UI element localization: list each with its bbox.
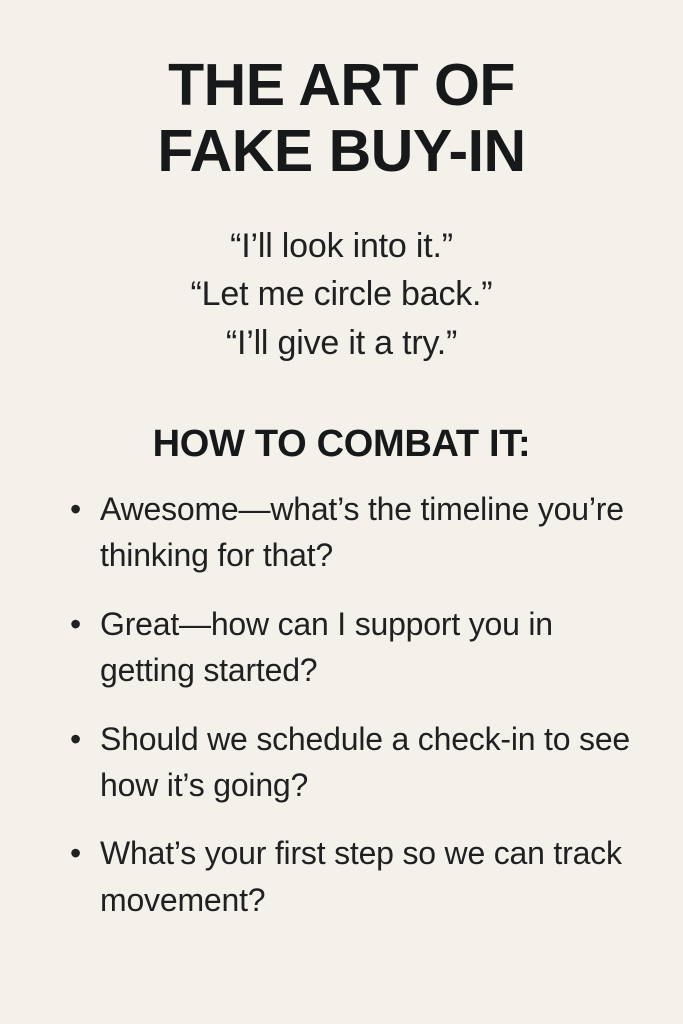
list-item bbox=[66, 601, 631, 694]
quote-item: “Let me circle back.” bbox=[190, 275, 493, 314]
list-item-label: What’s your first step so we can track movement? bbox=[100, 835, 622, 918]
bullet-dot-icon: • bbox=[70, 835, 82, 872]
bullet-dot-icon: • bbox=[70, 490, 82, 527]
bullet-dot-icon: • bbox=[70, 720, 82, 757]
quote-list bbox=[48, 222, 635, 367]
list-item-label: Awesome—what’s the timeline you’re thinking for that? bbox=[100, 490, 624, 574]
list-item bbox=[66, 716, 631, 809]
page-title-line-1: THE ART OF bbox=[168, 52, 515, 118]
list-item-label: Great—how can I support you in getting started? bbox=[100, 605, 553, 689]
page-title bbox=[48, 52, 635, 184]
combat-strategy-list bbox=[48, 486, 635, 923]
list-item-label: Should we schedule a check-in to see how it’s going? bbox=[100, 720, 631, 803]
page-title-line-2: FAKE BUY-IN bbox=[157, 118, 526, 185]
list-item bbox=[66, 486, 631, 579]
quote-item: “I’ll look into it.” bbox=[230, 227, 453, 266]
quote-item: “I’ll give it a try.” bbox=[225, 323, 458, 362]
section-heading: HOW TO COMBAT IT: bbox=[152, 422, 531, 465]
list-item bbox=[66, 830, 631, 923]
bullet-dot-icon: • bbox=[70, 605, 82, 642]
